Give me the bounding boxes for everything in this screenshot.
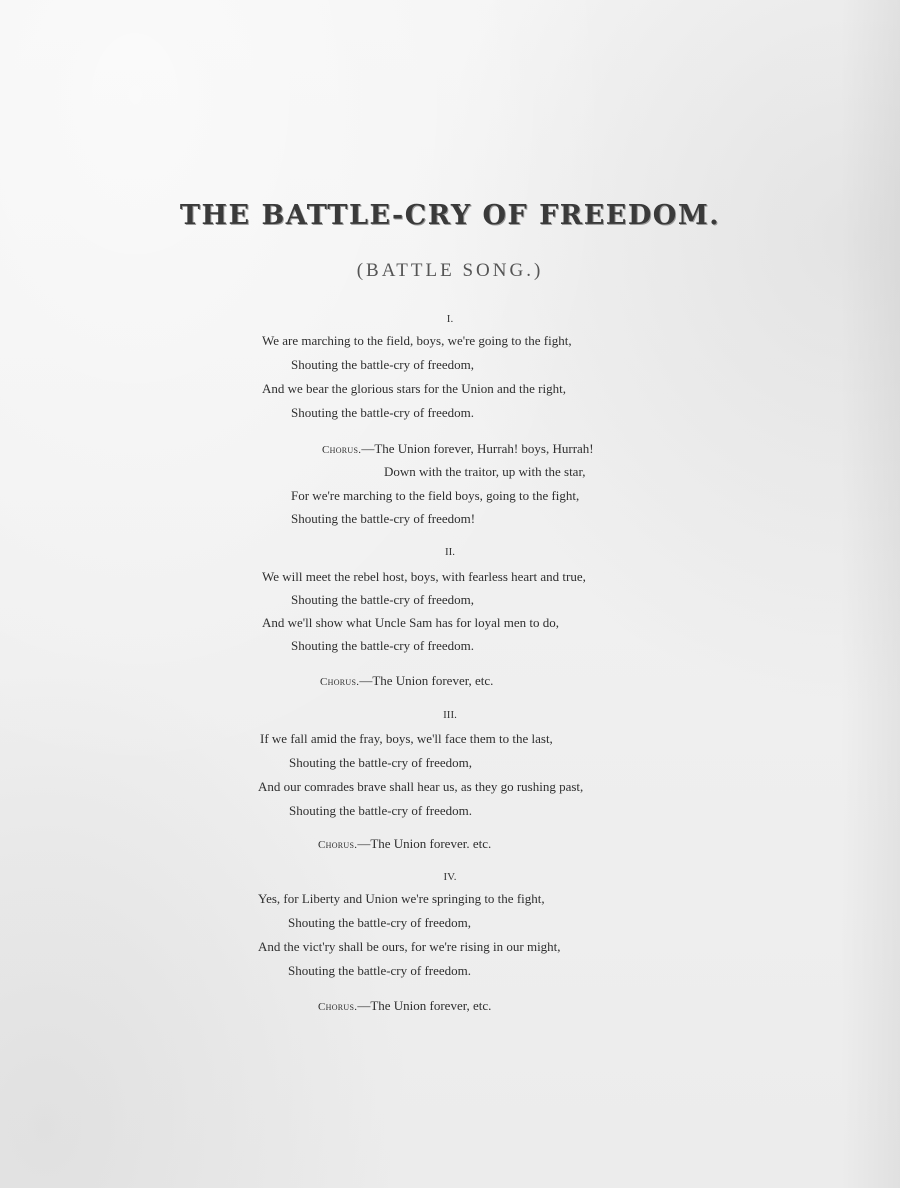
song-subtitle: (BATTLE SONG.) (356, 260, 544, 281)
verse-2-line-4: Shouting the battle-cry of freedom. (291, 638, 475, 653)
verse-2-line-1: We will meet the rebel host, boys, with fearless heart and true, (262, 569, 586, 584)
chorus-ref-1-label: Chorus. (320, 676, 360, 688)
chorus-ref-3-text: —The Union forever, etc. (357, 998, 492, 1013)
verse-numeral-3: III. (443, 709, 457, 721)
verse-3-line-3: And our comrades brave shall hear us, as they go rushing past, (258, 779, 584, 794)
verse-1-line-4: Shouting the battle-cry of freedom. (291, 405, 475, 420)
verse-2-line-2: Shouting the battle-cry of freedom, (291, 592, 475, 607)
verse-3-line-2: Shouting the battle-cry of freedom, (289, 755, 473, 770)
verse-numeral-4: IV. (443, 871, 457, 883)
chorus-label: Chorus. (322, 444, 362, 456)
chorus-ref-1-text: —The Union forever, etc. (359, 673, 494, 688)
verse-1-line-3: And we bear the glorious stars for the Union and the right, (262, 381, 566, 396)
verse-numeral-2: II. (444, 546, 456, 558)
song-title: THE BATTLE-CRY OF FREEDOM. (179, 200, 721, 231)
chorus-ref-2-text: —The Union forever. etc. (357, 836, 492, 851)
chorus-line-1 (322, 441, 594, 457)
chorus-line-1-text: —The Union forever, Hurrah! boys, Hurrah! (361, 441, 594, 456)
chorus-line-2: Down with the traitor, up with the star, (384, 464, 586, 479)
chorus-ref-3 (318, 998, 491, 1014)
chorus-ref-1 (320, 673, 493, 689)
verse-4-line-1: Yes, for Liberty and Union we're springing to the fight, (258, 891, 545, 906)
verse-4-line-3: And the vict'ry shall be ours, for we're rising in our might, (258, 939, 561, 954)
verse-1-line-2: Shouting the battle-cry of freedom, (291, 357, 475, 372)
chorus-ref-3-label: Chorus. (318, 1001, 358, 1013)
chorus-line-4: Shouting the battle-cry of freedom! (291, 511, 476, 526)
verse-numeral-1: I. (446, 313, 454, 325)
chorus-line-3: For we're marching to the field boys, going to the fight, (291, 488, 580, 503)
verse-4-line-4: Shouting the battle-cry of freedom. (288, 963, 472, 978)
verse-3-line-4: Shouting the battle-cry of freedom. (289, 803, 473, 818)
verse-1-line-1: We are marching to the field, boys, we're going to the fight, (262, 333, 572, 348)
verse-2-line-3: And we'll show what Uncle Sam has for loyal men to do, (262, 615, 559, 630)
verse-4-line-2: Shouting the battle-cry of freedom, (288, 915, 472, 930)
chorus-ref-2-label: Chorus. (318, 839, 358, 851)
page-edge-shadow (840, 0, 900, 1188)
chorus-ref-2 (318, 836, 491, 852)
verse-3-line-1: If we fall amid the fray, boys, we'll face them to the last, (260, 731, 553, 746)
